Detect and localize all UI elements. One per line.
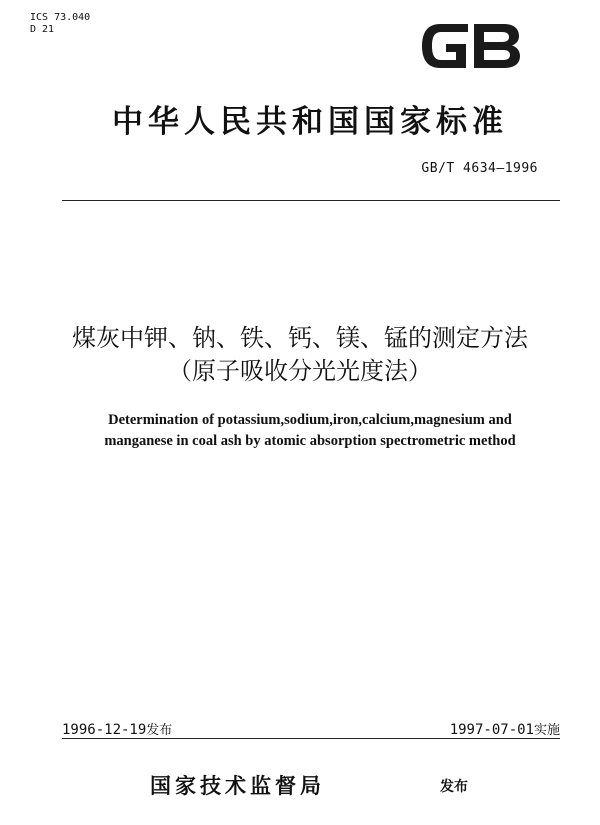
chinese-title-line-1: 煤灰中钾、钠、铁、钙、镁、锰的测定方法 (72, 324, 528, 352)
implementation-date (450, 719, 560, 738)
publisher-name: 国家技术监督局 (150, 774, 325, 798)
standard-type-heading: 中华人民共和国国家标准 (112, 104, 508, 140)
classification-codes (30, 12, 90, 36)
bottom-divider (62, 738, 560, 739)
issue-date-label: 发布 (146, 723, 173, 738)
standard-number: GB/T 4634—1996 (421, 161, 538, 176)
issue-date-value: 1996-12-19 (62, 722, 147, 738)
english-title-line-2: manganese in coal ash by atomic absorption spectrometric method (104, 433, 516, 449)
publish-label: 发布 (440, 779, 468, 795)
top-divider (62, 200, 560, 201)
english-title-line-1: Determination of potassium,sodium,iron,calcium,magnesium and (108, 412, 512, 428)
ics-code: ICS 73.040 (30, 12, 91, 23)
gb-logo-icon (418, 18, 524, 74)
implementation-date-value: 1997-07-01 (449, 722, 534, 738)
chinese-title-line-2: （原子吸收分光光度法） (168, 357, 432, 385)
issue-date (62, 719, 172, 738)
implementation-date-label: 实施 (533, 723, 560, 738)
ccs-code: D 21 (30, 24, 55, 35)
